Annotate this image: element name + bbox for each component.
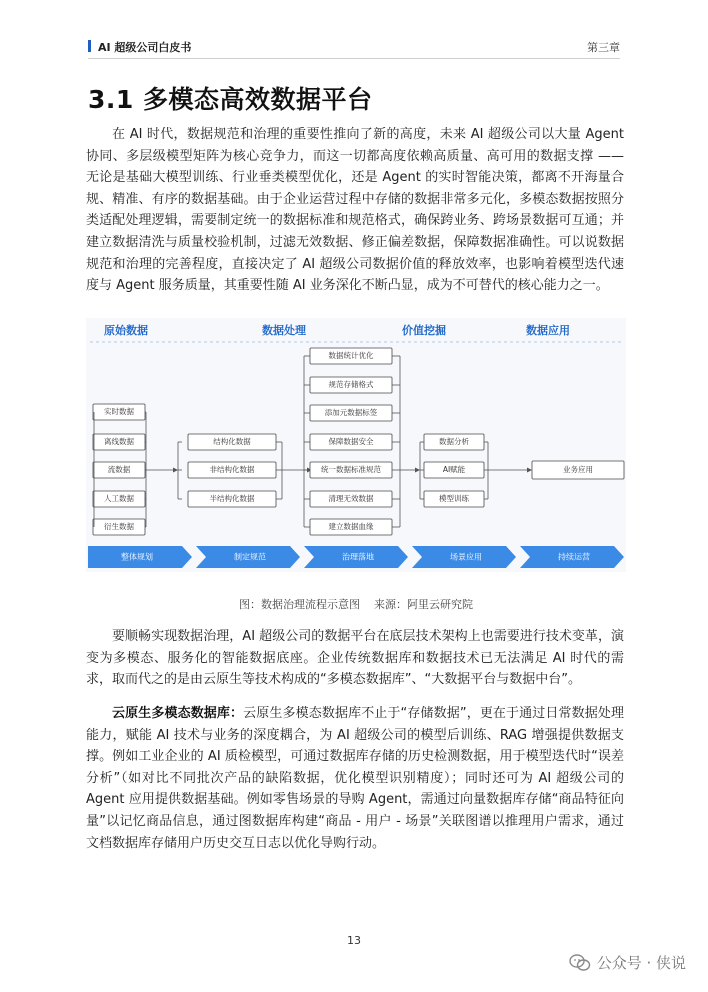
raw-to-process-head [173,468,178,473]
raw-data-4-label: 人工数据 [104,494,134,503]
diagram-canvas [86,318,626,572]
flow-step-5-label: 持续运营 [558,552,590,562]
caption-source: 来源：阿里云研究院 [374,598,473,611]
watermark-text: 公众号 · 侠说 [596,954,686,972]
value-2-label: AI赋能 [442,465,466,474]
header-divider [88,58,620,59]
header-accent-bar [88,40,91,52]
governance-3-label: 添加元数据标签 [324,408,378,417]
governance-6-label: 清理无效数据 [328,494,374,503]
governance-2-label: 规范存储格式 [328,380,374,389]
wechat-watermark [569,952,686,973]
page-header [88,36,620,56]
paragraph-architecture: 要顺畅实现数据治理，AI 超级公司的数据平台在底层技术架构上也需要进行技术变革，演变为多模态、服务化的智能数据底座。企业传统数据库和数据技术已无法满足 AI 时代的需求，取而代之的是由云原生等技术构成的“多模态数据库”、“大数据平台与数据中台”。 [86,629,624,688]
processing-3-label: 半结构化数据 [209,494,255,503]
wechat-icon [569,954,591,972]
raw-data-2-label: 离线数据 [104,437,134,446]
page-number: 13 [347,934,361,947]
book-title: AI 超级公司白皮书 [98,41,192,54]
flow-step-3-label: 治理落地 [342,552,374,562]
cloud-db-body: 云原生多模态数据库不止于“存储数据”，更在于通过日常数据处理能力，赋能 AI 技术与业务的深度耦合，为 AI 超级公司的模型后训练、RAG 增强提供数据支撑。例如工业企业的 AI 质检模型，可通过数据库存储的历史检测数据，用于模型迭代时“误差分析”（如对比不同批次产品的缺陷数据，优化模型识别精度）；同时还可为 AI 超级公司的 Agent 应用提供数据基础。例如零售场景的导购 Agent，需通过向量数据库存储“商品特征向量”以记忆商品信息，通过图数据库构建“商品 - 用户 - 场景”关联图谱以推理用户需求，通过文档数据库存储用户历史交互日志以优化导购行动。 [86,706,624,851]
value-to-application-head [527,468,532,473]
governance-7-label: 建立数据血缘 [328,522,374,531]
raw-data-5-label: 衍生数据 [104,522,134,531]
stage-header-1: 原始数据 [104,324,148,337]
flow-step-2-label: 制定规范 [234,552,266,562]
application-label: 业务应用 [563,465,593,474]
processing-2-label: 非结构化数据 [209,465,255,474]
cloud-db-lead: 云原生多模态数据库： [112,706,244,721]
figure-caption [86,596,626,612]
paragraph-cloud-db [86,703,624,854]
governance-5-label: 统一数据标准规范 [321,465,381,474]
stage-header-4: 数据应用 [526,324,570,337]
stage-header-3: 价值挖掘 [402,324,446,337]
section-title: 3.1 多模态高效数据平台 [88,85,373,114]
governance-1-label: 数据统计优化 [328,351,374,360]
caption-label: 图：数据治理流程示意图 [239,598,360,611]
paragraph-intro: 在 AI 时代，数据规范和治理的重要性推向了新的高度，未来 AI 超级公司以大量 Agent 协同、多层级模型矩阵为核心竞争力，而这一切都高度依赖高质量、高可用的数据支撑 —— 无论是基础大模型训练、行业垂类模型优化，还是 Agent 的实时智能决策，都离不开海量合规、精准、有序的数据基础。由于企业运营过程中存储的数据非常多元化，多模态数据按照分类适配处理逻辑，需要制定统一的数据标准和规范格式，确保跨业务、跨场景数据可互通；并建立数据清洗与质量校验机制，过滤无效数据、修正偏差数据，保障数据准确性。可以说数据规范和治理的完善程度，直接决定了 AI 超级公司数据价值的释放效率，也影响着模型迭代速度与 Agent 服务质量，其重要性随 AI 业务深化不断凸显，成为不可替代的核心能力之一。 [86,127,624,294]
stage-header-2: 数据处理 [262,324,306,337]
governance-4-label: 保障数据安全 [328,437,374,446]
data-governance-diagram [86,318,626,572]
flow-step-4-label: 场景应用 [450,552,482,562]
governance-to-value-head [415,468,420,473]
raw-data-1-label: 实时数据 [104,407,134,416]
processing-1-label: 结构化数据 [213,437,251,446]
value-1-label: 数据分析 [439,437,469,446]
flow-step-1-label: 整体规划 [121,552,153,562]
raw-data-3-label: 流数据 [107,465,131,474]
value-3-label: 模型训练 [439,494,469,503]
chapter-label: 第三章 [587,41,620,54]
